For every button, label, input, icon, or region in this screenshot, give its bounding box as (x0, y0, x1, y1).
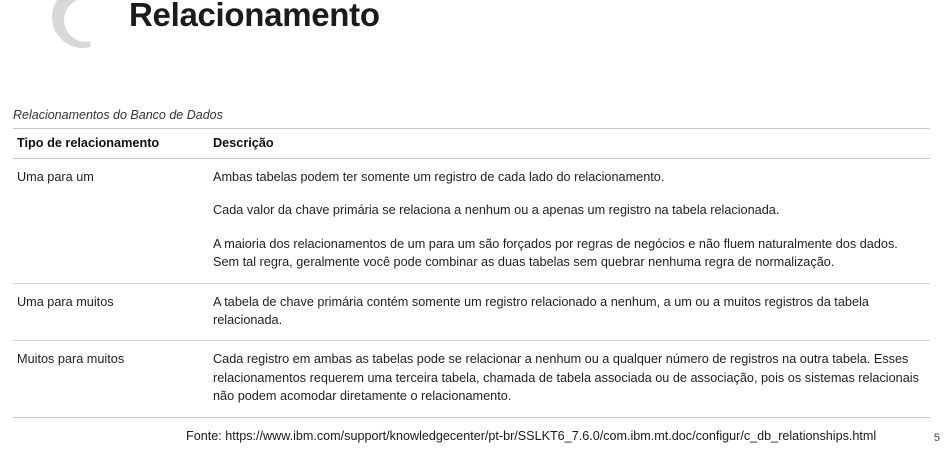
cell-relationship-description (199, 159, 930, 284)
relationships-table (13, 128, 930, 418)
table-header (13, 129, 930, 159)
table-caption: Relacionamentos do Banco de Dados (13, 108, 223, 122)
description-paragraph: Ambas tabelas podem ter somente um registro de cada lado do relacionamento. (213, 170, 665, 184)
table-body (13, 159, 930, 418)
cell-relationship-description (199, 283, 930, 341)
page-title: Relacionamento (129, 0, 380, 33)
description-paragraph: Cada registro em ambas as tabelas pode se relacionar a nenhum ou a qualquer número de registros na outra tabela. Esses relacionamentos requerem uma terceira tabela, chamada de tabela associada ou de associação, pois os sistemas relacionais não podem acomodar diretamente o relacionamento. (213, 352, 919, 404)
description-paragraph: A maioria dos relacionamentos de um para um são forçados por regras de negócios e não fluem naturalmente dos dados. Sem tal regra, geralmente você pode combinar as duas tabelas sem quebrar nenhuma regra de normalização. (213, 236, 898, 270)
decorative-swoosh-inner-icon (64, 0, 108, 42)
cell-relationship-type: Muitos para muitos (13, 341, 199, 417)
column-header-description: Descrição (199, 129, 930, 159)
description-paragraph: A tabela de chave primária contém somente um registro relacionado a nenhum, a um ou a muitos registros da tabela relacionada. (213, 294, 869, 328)
table-row (13, 159, 930, 284)
slide-header (0, 0, 946, 62)
cell-relationship-description (199, 341, 930, 417)
cell-relationship-type: Uma para um (13, 159, 199, 284)
source-citation: Fonte: https://www.ibm.com/support/knowledgecenter/pt-br/SSLKT6_7.6.0/com.ibm.mt.doc/configur/c_db_relationships.html (186, 429, 877, 443)
column-header-type: Tipo de relacionamento (13, 129, 199, 159)
slide-number: 5 (933, 432, 940, 444)
table-header-row (13, 129, 930, 159)
content-area (13, 108, 930, 418)
description-paragraph: Cada valor da chave primária se relaciona a nenhum ou a apenas um registro na tabela relacionada. (213, 203, 780, 218)
table-row (13, 283, 930, 341)
cell-relationship-type: Uma para muitos (13, 283, 199, 341)
table-row (13, 341, 930, 417)
